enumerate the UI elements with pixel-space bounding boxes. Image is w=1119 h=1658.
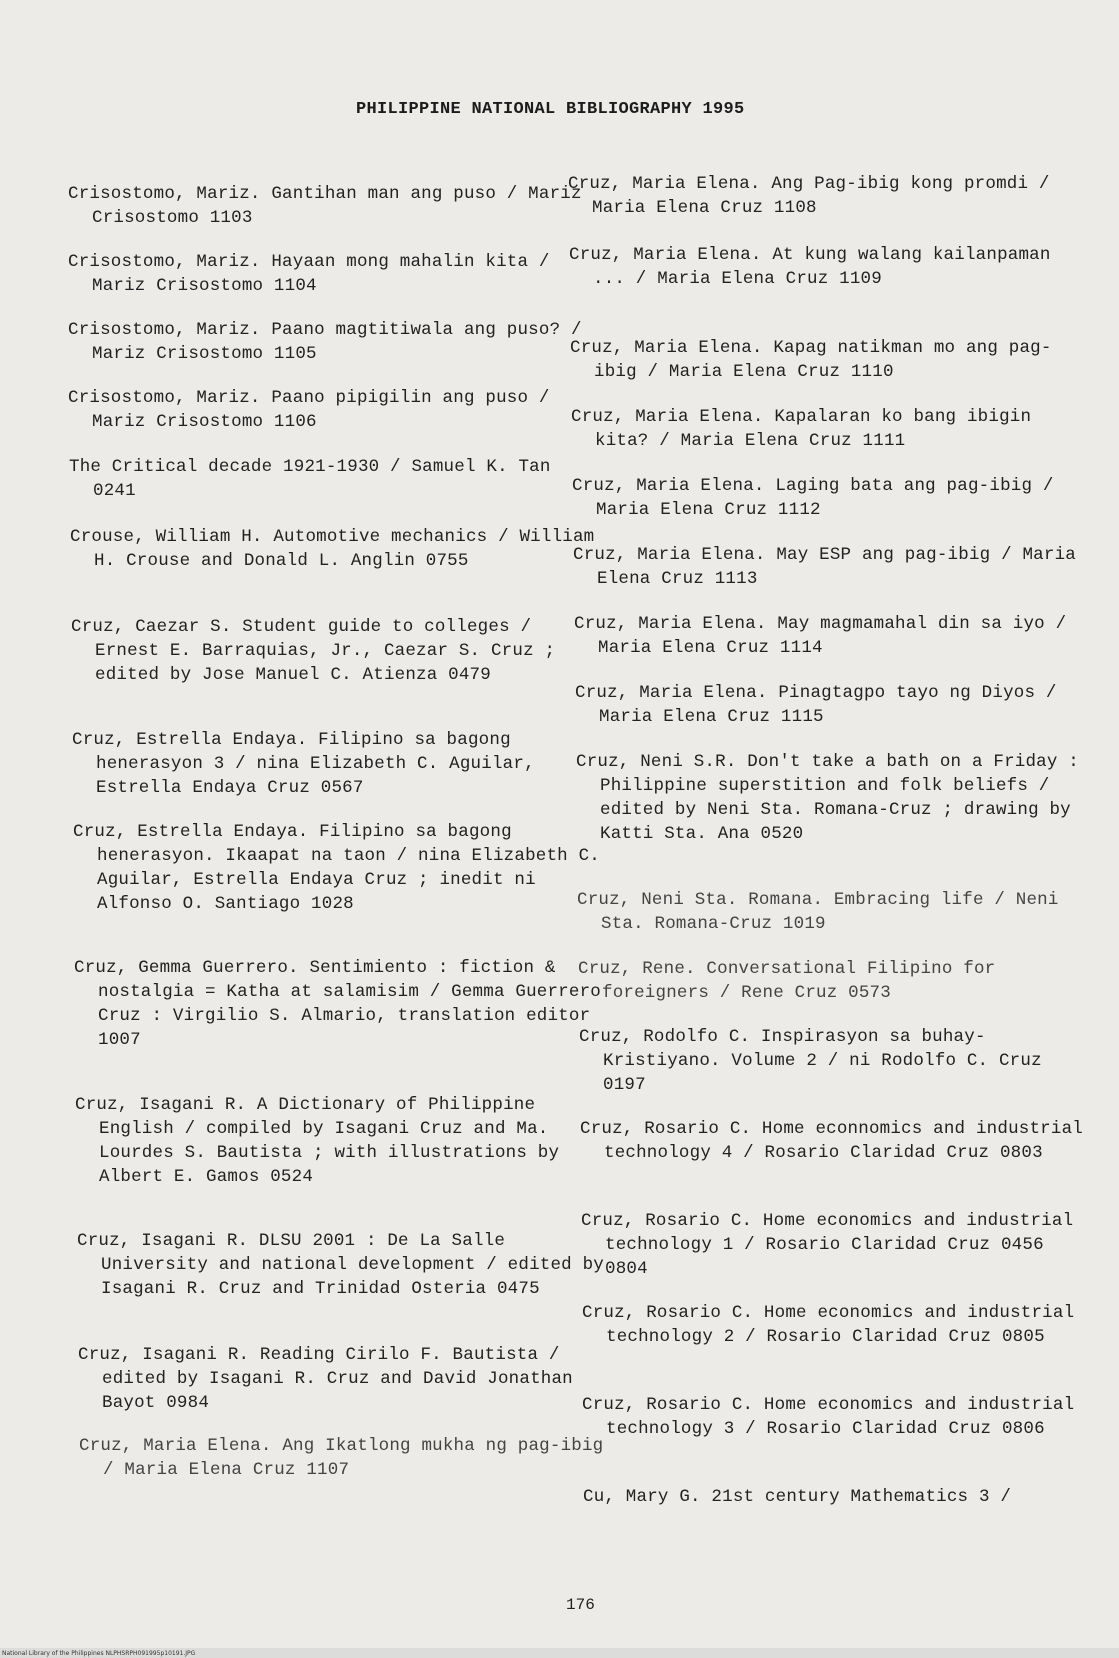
page-number: 176 [566,1596,595,1614]
bibliography-entry: Cruz, Maria Elena. Kapalaran ko bang ibigin kita? / Maria Elena Cruz 1111 [571,407,1032,451]
bibliography-entry: Cruz, Maria Elena. Ang Pag-ibig kong promdi / Maria Elena Cruz 1108 [568,174,1050,218]
bibliography-entry: Cruz, Maria Elena. Pinagtagpo tayo ng Diyos / Maria Elena Cruz 1115 [575,683,1057,727]
bibliography-entry: Cruz, Maria Elena. At kung walang kailanpaman ... / Maria Elena Cruz 1109 [569,245,1051,289]
bibliography-entry: Cruz, Caezar S. Student guide to colleges / Ernest E. Barraquias, Jr., Caezar S. Cruz ; edited by Jose Manuel C. Atienza 0479 [71,617,556,685]
bibliography-entry: Cruz, Maria Elena. May magmamahal din sa iyo / Maria Elena Cruz 1114 [574,614,1067,658]
bibliography-entry: Cruz, Maria Elena. Laging bata ang pag-ibig / Maria Elena Cruz 1112 [572,476,1054,520]
bibliography-entry: Cruz, Isagani R. Reading Cirilo F. Bautista / edited by Isagani R. Cruz and David Jonathan Bayot 0984 [78,1345,573,1413]
page-title: PHILIPPINE NATIONAL BIBLIOGRAPHY 1995 [356,100,745,119]
bibliography-entry: Cruz, Rosario C. Home economics and industrial technology 2 / Rosario Claridad Cruz 0805 [582,1303,1075,1347]
scan-footer: National Library of the Philippines NLPHSRPH091995p10191.JPG [2,1650,196,1657]
bibliography-entry: Cruz, Rodolfo C. Inspirasyon sa buhay-Kristiyano. Volume 2 / ni Rodolfo C. Cruz 0197 [579,1027,1042,1095]
bibliography-entry: Crisostomo, Mariz. Paano pipigilin ang puso / Mariz Crisostomo 1106 [68,388,550,432]
bibliography-entry: Cruz, Rene. Conversational Filipino for foreigners / Rene Cruz 0573 [578,959,996,1003]
bibliography-entry: Crisostomo, Mariz. Paano magtitiwala ang puso? / Mariz Crisostomo 1105 [68,320,582,364]
bibliography-entry: Cruz, Rosario C. Home economics and industrial technology 1 / Rosario Claridad Cruz 0456 0804 [581,1211,1074,1279]
bibliography-entry: Cruz, Estrella Endaya. Filipino sa bagong henerasyon. Ikaapat na taon / nina Elizabeth C. Aguilar, Estrella Endaya Cruz ; inedit ni Alfonso O. Santiago 1028 [73,822,600,914]
bibliography-entry: Cruz, Estrella Endaya. Filipino sa bagong henerasyon 3 / nina Elizabeth C. Aguilar, Estrella Endaya Cruz 0567 [72,730,535,798]
bibliography-entry: Crouse, William H. Automotive mechanics / William H. Crouse and Donald L. Anglin 0755 [70,527,595,571]
bibliography-entry: Crisostomo, Mariz. Hayaan mong mahalin kita / Mariz Crisostomo 1104 [68,252,550,296]
bibliography-entry: Cruz, Maria Elena. May ESP ang pag-ibig / Maria Elena Cruz 1113 [573,545,1076,589]
bibliography-entry: Cruz, Isagani R. A Dictionary of Philippine English / compiled by Isagani Cruz and Ma. Lourdes S. Bautista ; with illustrations by Albert E. Gamos 0524 [75,1095,560,1187]
bibliography-entry: Cruz, Maria Elena. Ang Ikatlong mukha ng pag-ibig / Maria Elena Cruz 1107 [79,1436,604,1480]
bibliography-entry: Cu, Mary G. 21st century Mathematics 3 / [583,1487,1012,1507]
bibliography-entry: Cruz, Rosario C. Home econnomics and industrial technology 4 / Rosario Claridad Cruz 0803 [580,1119,1083,1163]
bibliography-entry: Cruz, Isagani R. DLSU 2001 : De La Salle University and national development / edited by Isagani R. Cruz and Trinidad Osteria 0475 [77,1231,604,1299]
bibliography-entry: Cruz, Neni Sta. Romana. Embracing life / Neni Sta. Romana-Cruz 1019 [577,890,1059,934]
bibliography-entry: Cruz, Maria Elena. Kapag natikman mo ang pag-ibig / Maria Elena Cruz 1110 [570,338,1052,382]
bibliography-entry: The Critical decade 1921-1930 / Samuel K. Tan 0241 [69,457,551,501]
bibliography-entry: Crisostomo, Mariz. Gantihan man ang puso / Mariz Crisostomo 1103 [68,184,582,228]
bibliography-entry: Cruz, Gemma Guerrero. Sentimiento : fiction & nostalgia = Katha at salamisim / Gemma Guerrero Cruz : Virgilio S. Almario, translation editor 1007 [74,958,601,1050]
bibliography-entry: Cruz, Neni S.R. Don't take a bath on a Friday : Philippine superstition and folk beliefs / edited by Neni Sta. Romana-Cruz ; drawing by Katti Sta. Ana 0520 [576,752,1079,844]
bibliography-entry: Cruz, Rosario C. Home economics and industrial technology 3 / Rosario Claridad Cruz 0806 [582,1395,1075,1439]
